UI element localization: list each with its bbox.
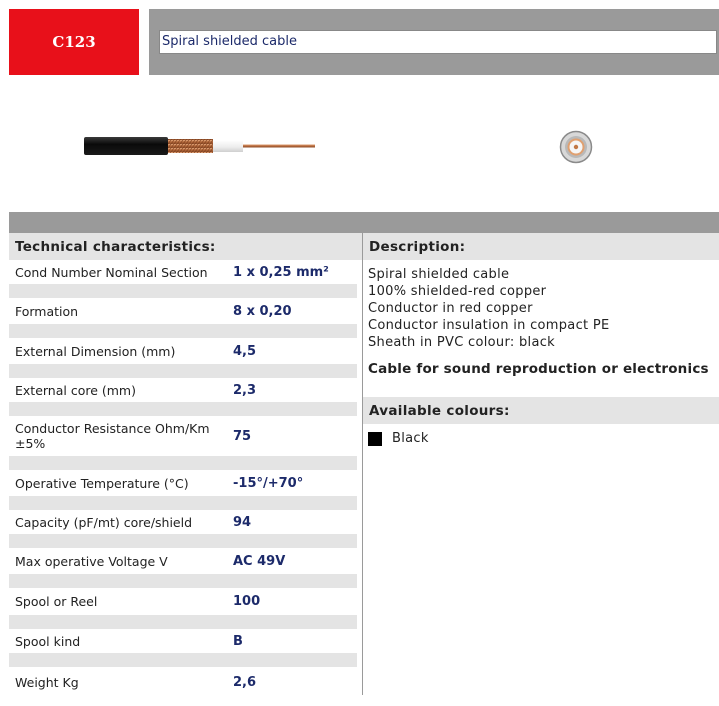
row-separator xyxy=(9,496,357,510)
row-separator xyxy=(9,324,357,338)
product-code: C123 xyxy=(52,33,96,51)
usage-text: Cable for sound reproduction or electronics xyxy=(368,361,709,377)
spec-value: 75 xyxy=(233,428,252,444)
row-separator xyxy=(9,574,357,588)
spec-row xyxy=(9,548,362,574)
spec-label: External core (mm) xyxy=(15,382,136,398)
available-colours-heading: Available colours: xyxy=(363,397,719,424)
spec-label: Max operative Voltage V xyxy=(15,553,168,569)
description-line: Conductor in red copper xyxy=(368,301,533,316)
spec-label: Spool or Reel xyxy=(15,594,98,609)
spec-row xyxy=(9,338,362,364)
title-bar xyxy=(149,9,719,75)
spec-label: Capacity (pF/mt) core/shield xyxy=(15,514,193,530)
cable-side-image xyxy=(84,120,324,170)
spec-label: Spool kind xyxy=(15,633,81,649)
description-line: 100% shielded-red copper xyxy=(368,284,547,299)
description-panel xyxy=(363,233,719,695)
spec-row xyxy=(9,667,362,697)
spec-value: B xyxy=(233,633,243,649)
spec-value: -15°/+70° xyxy=(233,475,304,491)
colour-item xyxy=(363,424,719,446)
spec-value: AC 49V xyxy=(233,553,286,569)
spec-row xyxy=(9,298,362,324)
row-separator xyxy=(9,456,357,470)
spec-row xyxy=(9,378,362,402)
spec-value: 94 xyxy=(233,514,252,530)
row-separator xyxy=(9,284,357,298)
colour-name: Black xyxy=(392,431,429,446)
technical-characteristics-panel xyxy=(9,233,363,695)
spec-value: 1 x 0,25 mm² xyxy=(233,264,329,280)
spec-label: Conductor Resistance Ohm/Km ±5% xyxy=(15,421,210,451)
spec-value: 2,6 xyxy=(233,674,257,690)
technical-heading: Technical characteristics: xyxy=(9,233,362,260)
cable-cross-section-image xyxy=(559,130,593,164)
spec-value: 100 xyxy=(233,594,261,609)
description-heading: Description: xyxy=(363,233,719,260)
spec-row xyxy=(9,510,362,534)
spec-row xyxy=(9,588,362,615)
row-separator xyxy=(9,364,357,378)
spec-row xyxy=(9,260,362,284)
description-line: Conductor insulation in compact PE xyxy=(368,318,610,333)
description-line: Sheath in PVC colour: black xyxy=(368,335,555,350)
spec-label: Weight Kg xyxy=(15,674,79,690)
spec-value: 4,5 xyxy=(233,343,257,359)
description-text xyxy=(363,260,719,351)
spec-label: Operative Temperature (°C) xyxy=(15,475,189,491)
row-separator xyxy=(9,402,357,416)
product-code-box xyxy=(9,9,139,75)
row-separator xyxy=(9,615,357,629)
spec-row xyxy=(9,629,362,653)
spec-value: 2,3 xyxy=(233,382,257,398)
section-divider-band xyxy=(9,212,719,233)
spec-row xyxy=(9,470,362,496)
spec-label: Formation xyxy=(15,303,79,319)
description-line: Spiral shielded cable xyxy=(368,267,510,282)
row-separator xyxy=(9,653,357,667)
spec-row xyxy=(9,416,362,456)
spec-value: 8 x 0,20 xyxy=(233,303,292,319)
spec-label: Cond Number Nominal Section xyxy=(15,264,208,280)
product-title-field: Spiral shielded cable xyxy=(159,30,717,54)
spec-label: External Dimension (mm) xyxy=(15,343,176,359)
colour-swatch xyxy=(368,432,382,446)
row-separator xyxy=(9,534,357,548)
